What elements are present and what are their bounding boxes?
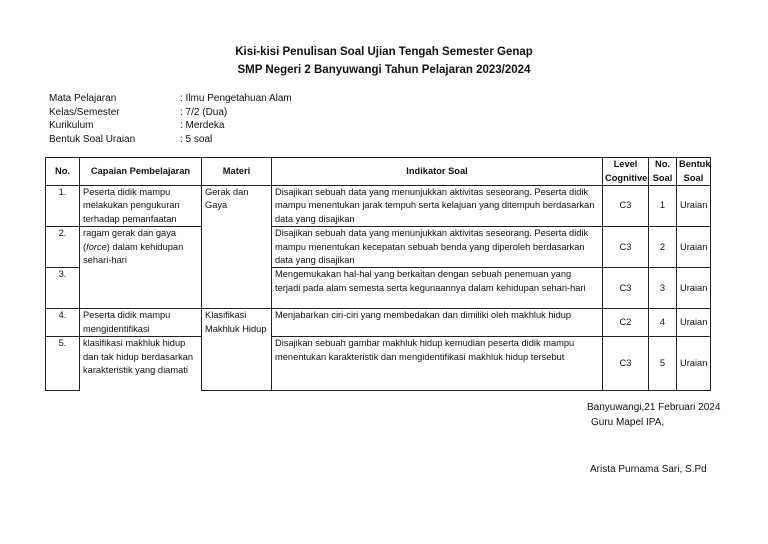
info-value: : 7/2 (Dua): [180, 106, 228, 118]
info-block: [49, 92, 449, 146]
question-type-cell: Uraian: [677, 337, 711, 391]
header-learning-outcome: Capaian Pembelajaran: [80, 158, 202, 186]
table-row: [46, 227, 711, 268]
info-row-subject: [49, 92, 449, 106]
indicator-cell: Menjabarkan ciri-ciri yang membedakan dan dimiliki oleh makhluk hidup: [272, 309, 603, 337]
document-subtitle: SMP Negeri 2 Banyuwangi Tahun Pelajaran 2023/2024: [237, 64, 531, 76]
question-number-cell: 1: [649, 186, 677, 227]
info-label: Bentuk Soal Uraian: [49, 133, 136, 145]
question-number-cell: 5: [649, 337, 677, 391]
table-row: [46, 186, 711, 227]
question-number-cell: 4: [649, 309, 677, 337]
row-number: 5.: [46, 337, 80, 391]
cognitive-level-cell: C3: [603, 227, 649, 268]
row-number: 3.: [46, 268, 80, 309]
row-number: 4.: [46, 309, 80, 337]
question-type-cell: Uraian: [677, 186, 711, 227]
header-cognitive-level: Level Cognitive: [603, 158, 649, 186]
document-title: Kisi-kisi Penulisan Soal Ujian Tengah Semester Genap: [235, 46, 533, 58]
question-grid-table: [45, 157, 711, 391]
info-value: : Ilmu Pengetahuan Alam: [180, 93, 292, 104]
signature-place-date: Banyuwangi,21 Februari 2024: [587, 402, 721, 413]
question-type-cell: Uraian: [677, 227, 711, 268]
info-row-curriculum: [49, 119, 449, 133]
info-label: Kelas/Semester: [49, 106, 120, 118]
info-label: Mata Pelajaran: [49, 93, 117, 104]
material-cell: Gerak dan Gaya: [202, 186, 272, 309]
info-value: : 5 soal: [180, 133, 213, 145]
indicator-cell: Disajikan sebuah data yang menunjukkan aktivitas seseorang. Peserta didik mampu menentukan kecepatan sebuah benda yang diperoleh berdasarkan data yang disajikan: [272, 227, 603, 268]
indicator-cell: Disajikan sebuah data yang menunjukkan aktivitas seseorang. Peserta didik mampu menentukan jarak tempuh serta kelajuan yang ditempuh berdasarkan data yang disajikan: [272, 186, 603, 227]
info-label: Kurikulum: [49, 120, 94, 131]
header-question-type: Bentuk Soal: [677, 158, 711, 186]
table-row: [46, 309, 711, 337]
header-material: Materi: [202, 158, 272, 186]
material-cell: Klasifikasi Makhluk Hidup: [202, 309, 272, 391]
cognitive-level-cell: C3: [603, 337, 649, 391]
info-row-class: [49, 106, 449, 120]
info-row-question-type: [49, 133, 449, 147]
question-type-cell: Uraian: [677, 309, 711, 337]
learning-outcome-cell: Peserta didik mampu mengidentifikasi: [80, 309, 202, 337]
header-indicator: Indikator Soal: [272, 158, 603, 186]
signature-role: Guru Mapel IPA,: [591, 417, 665, 428]
header-question-number: No. Soal: [649, 158, 677, 186]
question-number-cell: 3: [649, 268, 677, 309]
learning-outcome-cell: klasifikasi makhluk hidup dan tak hidup berdasarkan karakteristik yang diamati: [80, 337, 202, 391]
question-type-cell: Uraian: [677, 268, 711, 309]
row-number: 2.: [46, 227, 80, 268]
row-number: 1.: [46, 186, 80, 227]
table-header-row: [46, 158, 711, 186]
cognitive-level-cell: C3: [603, 186, 649, 227]
learning-outcome-cell: Peserta didik mampu melakukan pengukuran terhadap pemanfaatan: [80, 186, 202, 227]
table-row: [46, 337, 711, 391]
info-value: : Merdeka: [180, 120, 225, 131]
indicator-cell: Mengemukakan hal-hal yang berkaitan dengan sebuah penemuan yang terjadi pada alam semesta serta kegunaannya dalam kehidupan sehari-hari: [272, 268, 603, 309]
learning-outcome-cell: ragam gerak dan gaya (force) dalam kehidupan sehari-hari: [80, 227, 202, 309]
header-no: No.: [46, 158, 80, 186]
cognitive-level-cell: C2: [603, 309, 649, 337]
cognitive-level-cell: C3: [603, 268, 649, 309]
signature-name: Arista Purnama Sari, S.Pd: [590, 464, 707, 475]
indicator-cell: Disajikan sebuah gambar makhluk hidup kemudian peserta didik mampu menentukan karakteristik dan mengidentifikasi makhluk hidup tersebut: [272, 337, 603, 391]
question-number-cell: 2: [649, 227, 677, 268]
